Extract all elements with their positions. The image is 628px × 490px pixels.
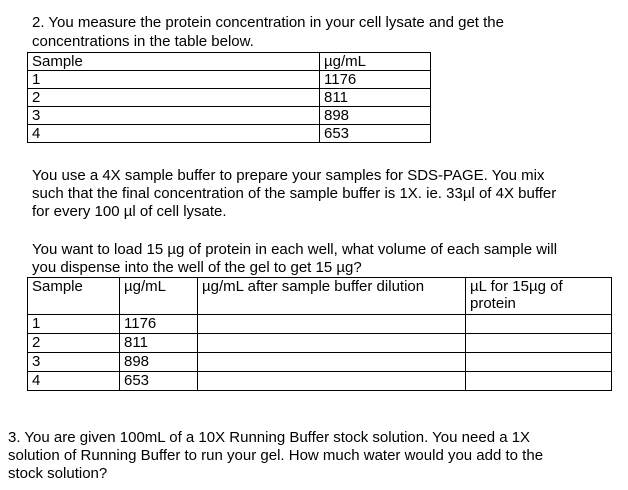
- question-3-line-1: 3. You are given 100mL of a 10X Running Buffer stock solution. You need a 1X: [8, 429, 531, 446]
- table-row: [28, 71, 431, 89]
- volume-cell[interactable]: [466, 315, 612, 334]
- sample-cell: 2: [28, 334, 120, 353]
- question-2-line-2: concentrations in the table below.: [32, 33, 254, 50]
- sample-cell: 4: [28, 125, 320, 143]
- header-concentration: µg/mL: [120, 278, 198, 315]
- concentration-cell: 811: [320, 89, 431, 107]
- table-row: [28, 89, 431, 107]
- sample-cell: 3: [28, 353, 120, 372]
- header-volume-line-2: protein: [470, 295, 516, 312]
- sample-cell: 3: [28, 107, 320, 125]
- sample-buffer-text-line-3: for every 100 µl of cell lysate.: [32, 203, 227, 220]
- sample-cell: 1: [28, 71, 320, 89]
- concentration-cell: 653: [120, 372, 198, 391]
- question-2-line-1: 2. You measure the protein concentration in your cell lysate and get the: [32, 14, 504, 31]
- header-volume: [466, 278, 612, 315]
- load-question-line-2: you dispense into the well of the gel to get 15 µg?: [32, 259, 362, 276]
- table-header-row: [28, 278, 612, 315]
- header-volume-line-1: µL for 15µg of: [470, 278, 563, 295]
- table-row: [28, 315, 612, 334]
- table-row: [28, 125, 431, 143]
- header-sample: Sample: [28, 53, 320, 71]
- concentration-cell: 1176: [120, 315, 198, 334]
- header-concentration: µg/mL: [320, 53, 431, 71]
- diluted-concentration-cell[interactable]: [198, 315, 466, 334]
- concentration-cell: 653: [320, 125, 431, 143]
- load-question-line-1: You want to load 15 µg of protein in each well, what volume of each sample will: [32, 241, 558, 258]
- sample-buffer-text-line-2: such that the final concentration of the sample buffer is 1X. ie. 33µl of 4X buffer: [32, 185, 557, 202]
- table-row: [28, 372, 612, 391]
- header-sample: Sample: [28, 278, 120, 315]
- concentration-cell: 811: [120, 334, 198, 353]
- sample-cell: 4: [28, 372, 120, 391]
- concentration-table: [27, 52, 431, 143]
- diluted-concentration-cell[interactable]: [198, 372, 466, 391]
- sample-cell: 2: [28, 89, 320, 107]
- table-header-row: [28, 53, 431, 71]
- volume-calculation-table: [27, 277, 612, 391]
- sample-buffer-text-line-1: You use a 4X sample buffer to prepare your samples for SDS-PAGE. You mix: [32, 167, 545, 184]
- table-row: [28, 353, 612, 372]
- volume-cell[interactable]: [466, 334, 612, 353]
- header-diluted-concentration: µg/mL after sample buffer dilution: [198, 278, 466, 315]
- concentration-cell: 898: [320, 107, 431, 125]
- question-3-line-3: stock solution?: [8, 465, 108, 482]
- concentration-cell: 1176: [320, 71, 431, 89]
- volume-cell[interactable]: [466, 353, 612, 372]
- question-3-line-2: solution of Running Buffer to run your gel. How much water would you add to the: [8, 447, 544, 464]
- volume-cell[interactable]: [466, 372, 612, 391]
- concentration-cell: 898: [120, 353, 198, 372]
- diluted-concentration-cell[interactable]: [198, 334, 466, 353]
- table-row: [28, 107, 431, 125]
- diluted-concentration-cell[interactable]: [198, 353, 466, 372]
- table-row: [28, 334, 612, 353]
- sample-cell: 1: [28, 315, 120, 334]
